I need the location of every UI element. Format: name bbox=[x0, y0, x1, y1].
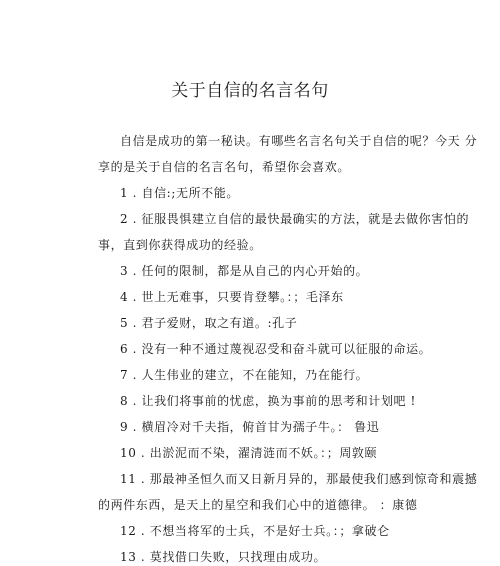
quote-line: 3 . 任何的限制，都是从自己的内心开始的。 bbox=[120, 264, 369, 278]
quote-line: 2 . 征服畏惧建立自信的最快最确实的方法，就是去做你害怕的 bbox=[120, 212, 470, 226]
quote-line: 4 . 世上无难事，只要肯登攀。：；毛泽东 bbox=[120, 290, 344, 304]
quote-line: 9 . 横眉冷对千夫指，俯首甘为孺子牛。： 鲁迅 bbox=[120, 420, 380, 434]
quote-line: 事，直到你获得成功的经验。 bbox=[98, 238, 262, 252]
quote-line: 13 . 莫找借口失败，只找理由成功。 bbox=[120, 550, 327, 564]
quote-line: 1 . 自信:;无所不能。 bbox=[120, 186, 239, 200]
intro-line: 自信是成功的第一秘诀。有哪些名言名句关于自信的呢？今天 分 bbox=[120, 134, 478, 148]
quote-line: 11 . 那最神圣恒久而又日新月异的，那最使我们感到惊奇和震撼 bbox=[120, 472, 478, 486]
document-title: 关于自信的名言名句 bbox=[171, 81, 329, 101]
quote-line: 5 . 君子爱财，取之有道。:孔子 bbox=[120, 316, 298, 330]
quote-line: 7 . 人生伟业的建立，不在能知，乃在能行。 bbox=[120, 368, 369, 382]
quote-line: 12 . 不想当将军的士兵，不是好士兵。：；拿破仑 bbox=[120, 524, 390, 538]
quote-line: 6 . 没有一种不通过蔑视忍受和奋斗就可以征服的命运。 bbox=[120, 342, 432, 356]
quote-line: 10 . 出淤泥而不染，濯清涟而不妖。：；周敦颐 bbox=[120, 446, 378, 460]
quote-line: 的两件东西，是天上的星空和我们心中的道德律。 ：康德 bbox=[98, 498, 418, 512]
quote-line: 8 . 让我们将事前的忧虑，换为事前的思考和计划吧 ! bbox=[120, 394, 416, 408]
intro-line: 享的是关于自信的名言名句，希望你会喜欢。 bbox=[98, 160, 351, 174]
